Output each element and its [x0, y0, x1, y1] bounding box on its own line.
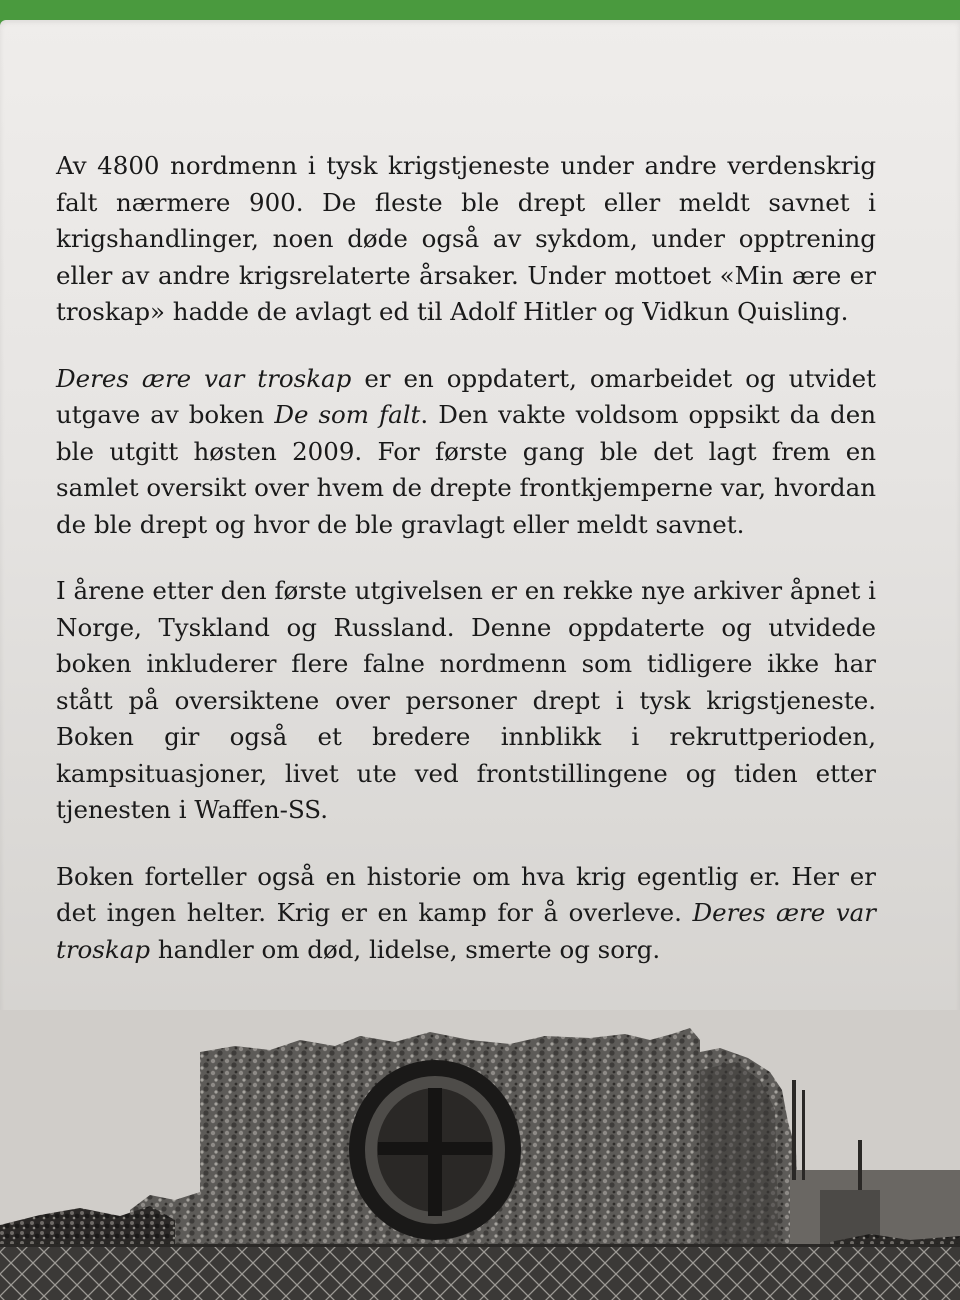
paragraph-text: handler om død, lidelse, smerte og sorg. — [150, 934, 661, 964]
cover-text — [56, 148, 876, 968]
book-title: Deres ære var troskap — [56, 898, 876, 964]
back-cover — [0, 20, 960, 1280]
paragraph-intro: Av 4800 nordmenn i tysk krigstjeneste under andre verdenskrig falt nærmere 900. De fleste ble drept eller meldt savnet i krigshandlinger, noen døde også av sykdom, under opptrening eller av andre krigsrelaterte årsaker. Under mottoet «Min ære er troskap» hadde de avlagt ed til Adolf Hitler og Vidkun Quisling. — [56, 151, 876, 326]
previous-book-title: De som falt — [274, 400, 421, 429]
monument-ruin-photo — [0, 1010, 960, 1300]
paragraph-text: er en oppdatert, omarbeidet og utvidet utgave av boken — [56, 363, 876, 429]
book-title: Deres ære var troskap — [56, 363, 352, 393]
paragraph-new-archives: I årene etter den første utgivelsen er en rekke nye arkiver åpnet i Norge, Tyskland og Russland. Denne oppdaterte og utvidede boken inkluderer flere falne nordmenn som tidligere ikke har stått på oversiktene over personer drept i tysk krigstjeneste. Boken gir også et bredere innblikk i rekruttperioden, kampsituasjoner, livet ute ved frontstillingene og tiden etter tjenesten i Waffen-SS. — [56, 576, 876, 824]
paragraph-text: Boken forteller også en historie om hva krig egentlig er. Her er det ingen helter. Krig er en kamp for å overleve. — [56, 861, 876, 927]
paragraph-war-story — [56, 859, 876, 969]
paragraph-about-book — [56, 361, 876, 544]
paragraph-text: . Den vakte voldsom oppsikt da den ble utgitt høsten 2009. For første gang ble det lagt frem en samlet oversikt over hvem de drepte frontkjemperne var, hvordan de ble drept og hvor de ble gravlagt eller meldt savnet. — [56, 400, 876, 539]
